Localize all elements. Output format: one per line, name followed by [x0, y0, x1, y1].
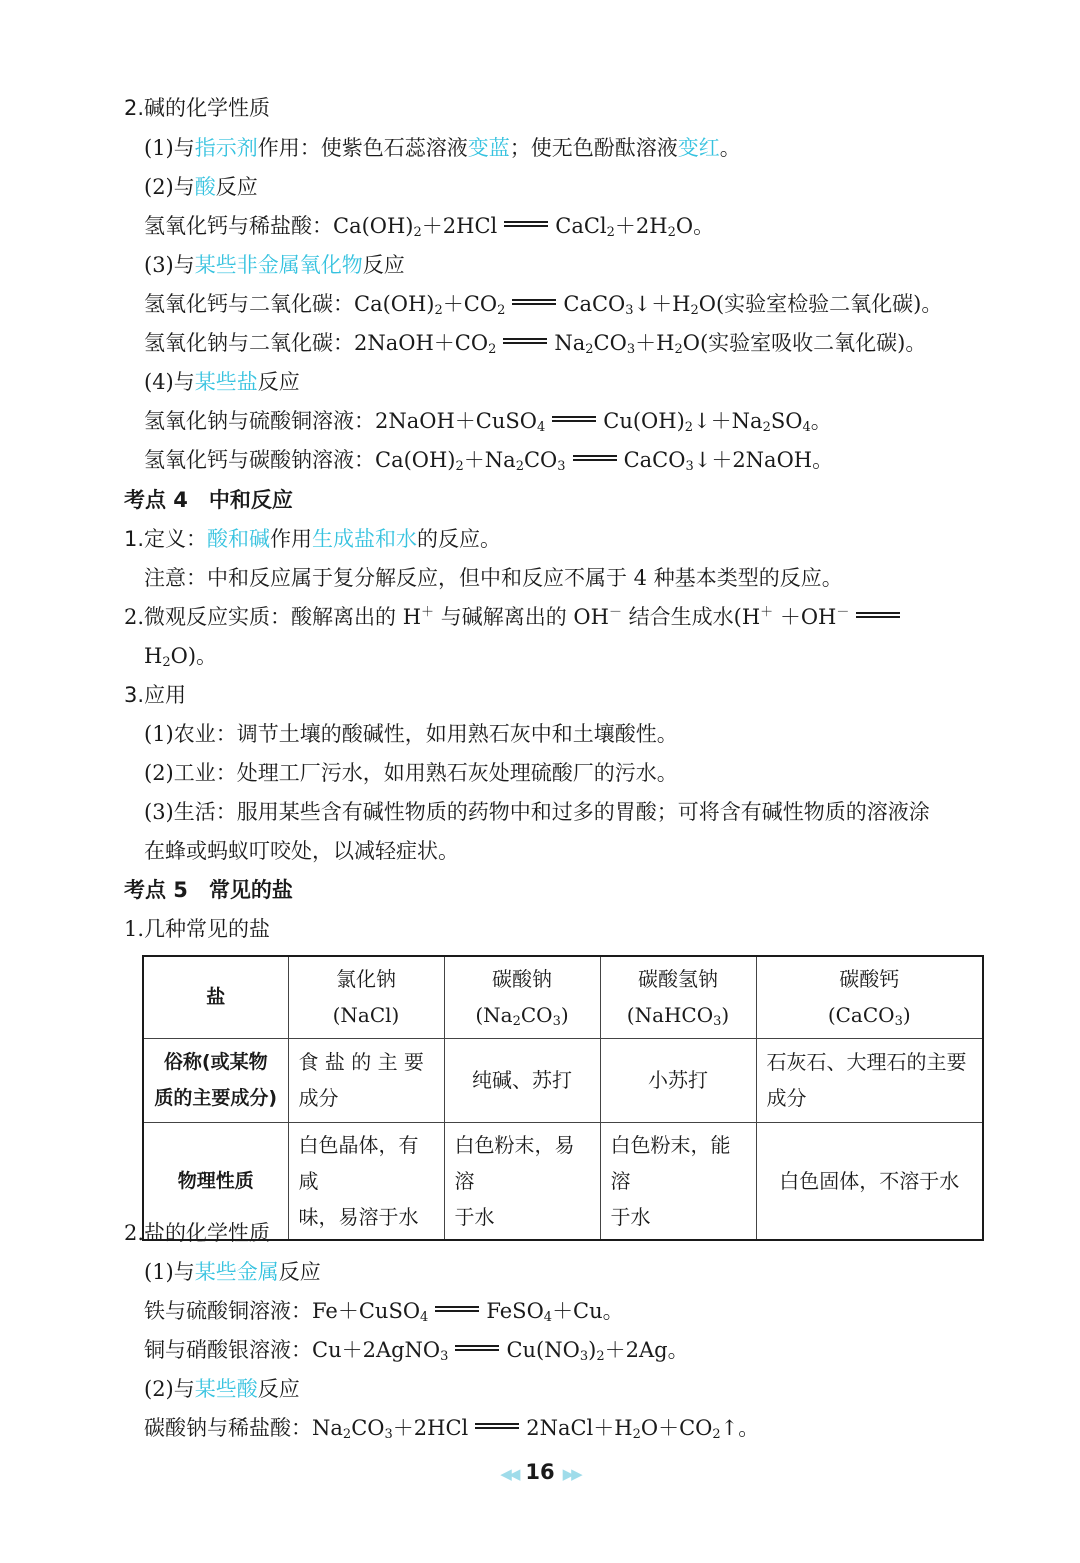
header-nacl: 氯化钠 (NaCl) — [288, 956, 444, 1038]
subsection-salt-types: 1.几种常见的盐 — [124, 917, 271, 941]
keyword-some-metals: 某些金属 — [194, 1260, 279, 1284]
equation-naoh-co2: 氢氧化钠与二氧化碳：$2NaOH+CO_2$ $Na_2CO_3+H_2O$(实验室吸收二氧化碳)。 — [144, 331, 927, 357]
table-row — [143, 1038, 983, 1122]
note: 注意：中和反应属于复分解反应，但中和反应不属于 4 种基本类型的反应。 — [144, 566, 843, 590]
equation-na2co3-hcl: 碳酸钠与稀盐酸：$Na_2CO_3+2HCl$ $2NaCl+H_2O+CO_2↑$。 — [144, 1416, 760, 1442]
application-agriculture: (1)农业：调节土壤的酸碱性，如用熟石灰中和土壤酸性。 — [144, 722, 678, 746]
cell-nahco3-name: 小苏打 — [600, 1038, 756, 1122]
item-acid: (2)与酸反应 — [144, 175, 258, 199]
micro-essence: 2.微观反应实质：酸解离出的 H＋ 与碱解离出的 OH－ 结合生成水(H＋ ＋OH－ — [124, 603, 907, 631]
header-caco3: 碳酸钙 (CaCO$_3$) — [756, 956, 983, 1038]
keyword-some-acids: 某些酸 — [194, 1377, 258, 1401]
micro-essence-cont: $H_2O$)。 — [144, 644, 218, 670]
application-title: 3.应用 — [124, 683, 187, 707]
cell-nacl-name: 食 盐 的 主 要 成分 — [288, 1038, 444, 1122]
item-metals: (1)与某些金属反应 — [144, 1260, 321, 1284]
subsection-salt-properties: 2.盐的化学性质 — [124, 1221, 271, 1245]
section-title-neutralization: 考点 4 中和反应 — [124, 488, 293, 512]
definition: 1.定义：酸和碱作用生成盐和水的反应。 — [124, 527, 502, 551]
chevron-left-icon: ◀◀ — [500, 1465, 518, 1483]
salt-table — [142, 955, 984, 1241]
item-salt: (4)与某些盐反应 — [144, 370, 300, 394]
cell-caco3-name: 石灰石、大理石的主要 成分 — [756, 1038, 983, 1122]
chevron-right-icon: ▶▶ — [562, 1465, 580, 1483]
equation-fe-cuso4: 铁与硫酸铜溶液：Fe＋CuSO$_4$ FeSO$_4$＋Cu。 — [144, 1299, 624, 1325]
keyword-acid: 酸 — [194, 175, 216, 199]
keyword-salt-water: 生成盐和水 — [312, 527, 418, 551]
header-na2co3: 碳酸钠 $(Na_2CO_3)$ — [444, 956, 600, 1038]
cell-nacl-physical: 白色晶体，有咸 味，易溶于水 — [288, 1122, 444, 1240]
application-industry: (2)工业：处理工厂污水，如用熟石灰处理硫酸厂的污水。 — [144, 761, 678, 785]
cell-na2co3-physical: 白色粉末，易溶 于水 — [444, 1122, 600, 1240]
equation-cu-agno3: 铜与硝酸银溶液：Cu＋2AgNO$_3$ $Cu(NO_3)_2+2Ag$。 — [144, 1338, 689, 1364]
equation-naoh-cuso4: 氢氧化钠与硫酸铜溶液：2NaOH＋CuSO$_4$ $Cu(OH)_2↓+Na_2SO_4$。 — [144, 409, 832, 435]
page-footer — [0, 1460, 1080, 1484]
item-acids: (2)与某些酸反应 — [144, 1377, 300, 1401]
equation-caoh2-co2: 氢氧化钙与二氧化碳：$Ca(OH)_2+CO_2$ $CaCO_3↓+H_2O$(实验室检验二氧化碳)。 — [144, 292, 943, 318]
keyword-blue: 变蓝 — [467, 136, 510, 160]
item-nonmetal-oxide: (3)与某些非金属氧化物反应 — [144, 253, 405, 277]
equation-caoh2-hcl: 氢氧化钙与稀盐酸：$Ca(OH)_2+2HCl$ $CaCl_2+2H_2O$。 — [144, 214, 715, 240]
cell-nahco3-physical: 白色粉末，能溶 于水 — [600, 1122, 756, 1240]
keyword-indicator: 指示剂 — [194, 136, 258, 160]
keyword-red: 变红 — [677, 136, 720, 160]
section-title-base-properties: 2.碱的化学性质 — [124, 96, 271, 120]
header-nahco3: 碳酸氢钠 (NaHCO$_3$) — [600, 956, 756, 1038]
application-life: (3)生活：服用某些含有碱性物质的药物中和过多的胃酸；可将含有碱性物质的溶液涂 — [144, 800, 930, 824]
cell-caco3-physical: 白色固体，不溶于水 — [756, 1122, 983, 1240]
page-number: 16 — [525, 1460, 555, 1484]
table-header-row — [143, 956, 983, 1038]
application-life-cont: 在蜂或蚂蚁叮咬处，以减轻症状。 — [144, 839, 459, 863]
row-head-common-name: 俗称(或某物 质的主要成分) — [143, 1038, 288, 1122]
row-head-physical: 物理性质 — [143, 1122, 288, 1240]
section-title-common-salts: 考点 5 常见的盐 — [124, 878, 293, 902]
item-indicator: (1)与指示剂作用：使紫色石蕊溶液变蓝；使无色酚酞溶液变红。 — [144, 136, 741, 160]
header-salt: 盐 — [143, 956, 288, 1038]
equation-caoh2-na2co3: 氢氧化钙与碳酸钠溶液：$Ca(OH)_2+Na_2CO_3$ CaCO$_3$↓＋2NaOH。 — [144, 448, 834, 474]
keyword-nonmetal-oxide: 某些非金属氧化物 — [194, 253, 363, 277]
keyword-acid-base: 酸和碱 — [207, 527, 271, 551]
keyword-some-salts: 某些盐 — [194, 370, 258, 394]
cell-na2co3-name: 纯碱、苏打 — [444, 1038, 600, 1122]
